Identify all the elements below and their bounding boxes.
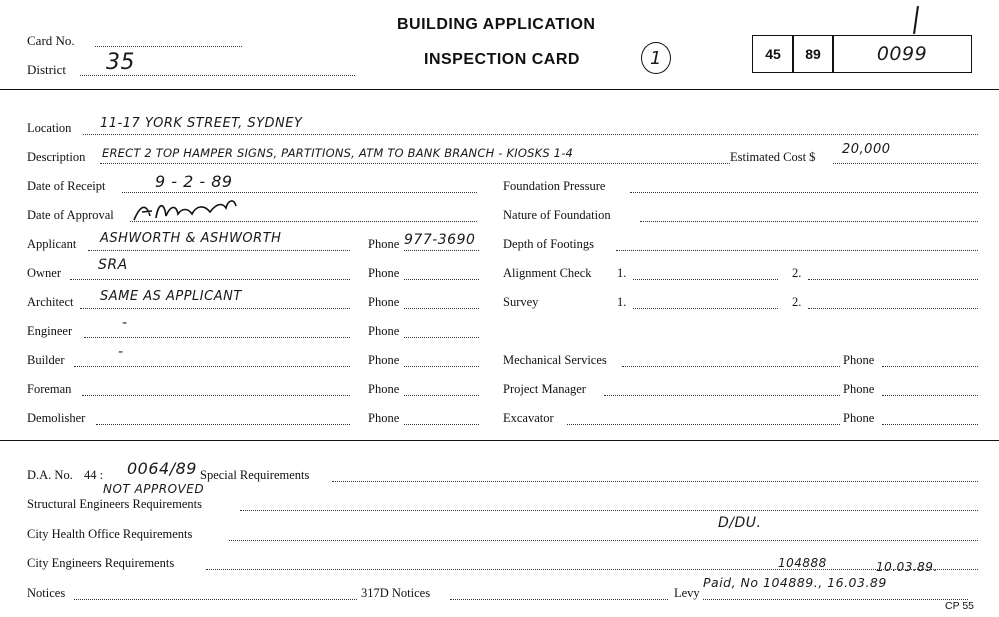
engineer-label: Engineer: [27, 324, 73, 338]
excavator-label: Excavator: [503, 411, 554, 425]
approval-signature: [130, 196, 245, 226]
excavator-phone-label: Phone: [843, 411, 875, 425]
date-receipt-label: Date of Receipt: [27, 179, 106, 193]
depth-footings-label: Depth of Footings: [503, 237, 594, 251]
da-no-label: D.A. No.: [27, 468, 73, 482]
notices-317d-line: [450, 599, 668, 600]
city-engineers-line: [206, 569, 978, 570]
alignment-check-label: Alignment Check: [503, 266, 592, 280]
city-health-label: City Health Office Requirements: [27, 527, 193, 541]
project-manager-line: [604, 395, 840, 396]
owner-line: [70, 279, 350, 280]
box-3-text: 0099: [876, 43, 928, 65]
tick-mark: [913, 6, 918, 34]
foreman-label: Foreman: [27, 382, 72, 396]
foreman-phone-line: [404, 395, 479, 396]
excavator-line: [567, 424, 840, 425]
nature-foundation-label: Nature of Foundation: [503, 208, 611, 222]
card-no-line: [95, 46, 242, 47]
notices-line: [74, 599, 357, 600]
date-approval-label: Date of Approval: [27, 208, 114, 222]
owner-phone-line: [404, 279, 479, 280]
applicant-phone-value: 977-3690: [404, 232, 476, 248]
notices-317d-label: 317D Notices: [361, 586, 431, 600]
architect-value: SAME AS APPLICANT: [100, 289, 242, 304]
alignment-check-1-line: [633, 279, 778, 280]
box-2-text: 89: [805, 46, 821, 62]
project-manager-phone-label: Phone: [843, 382, 875, 396]
architect-line: [80, 308, 350, 309]
levy-top-date: 10.03.89.: [876, 560, 938, 574]
builder-label: Builder: [27, 353, 65, 367]
engineer-phone-line: [404, 337, 479, 338]
alignment-check-1-label: 1.: [617, 266, 627, 280]
city-health-line: [229, 540, 978, 541]
applicant-value: ASHWORTH & ASHWORTH: [100, 231, 282, 246]
engineer-value: -: [122, 315, 128, 331]
owner-phone-label: Phone: [368, 266, 400, 280]
city-health-value: D/DU.: [718, 515, 762, 531]
demolisher-label: Demolisher: [27, 411, 86, 425]
district-value: 35: [106, 50, 135, 75]
engineer-phone-label: Phone: [368, 324, 400, 338]
not-approved-note: NOT APPROVED: [103, 482, 205, 496]
mechanical-phone-label: Phone: [843, 353, 875, 367]
estimated-cost-label: Estimated Cost $: [730, 150, 816, 164]
location-label: Location: [27, 121, 72, 135]
district-line: [80, 75, 355, 76]
special-requirements-line: [332, 481, 978, 482]
survey-label: Survey: [503, 295, 539, 309]
owner-label: Owner: [27, 266, 62, 280]
circled-number-text: 1: [650, 47, 662, 69]
project-manager-label: Project Manager: [503, 382, 586, 396]
special-requirements-label: Special Requirements: [200, 468, 310, 482]
engineer-line: [84, 337, 350, 338]
demolisher-line: [96, 424, 350, 425]
date-receipt-line: [122, 192, 477, 193]
card-number-box-1: [752, 35, 794, 73]
nature-foundation-line: [640, 221, 978, 222]
form-title-line2: INSPECTION CARD: [424, 51, 580, 68]
project-manager-phone-line: [882, 395, 978, 396]
description-line: [100, 163, 730, 164]
lower-divider: [0, 440, 999, 441]
survey-1-line: [633, 308, 778, 309]
date-receipt-value: 9 - 2 - 89: [155, 172, 233, 191]
applicant-label: Applicant: [27, 237, 77, 251]
box-1-text: 45: [765, 46, 781, 62]
applicant-phone-line: [404, 250, 479, 251]
mechanical-services-line: [622, 366, 840, 367]
survey-2-label: 2.: [792, 295, 802, 309]
architect-phone-line: [404, 308, 479, 309]
circled-number: [641, 42, 671, 74]
estimated-cost-line: [833, 163, 978, 164]
owner-value: SRA: [98, 257, 128, 273]
location-line: [83, 134, 978, 135]
estimated-cost-value: 20,000: [842, 142, 891, 157]
mechanical-services-label: Mechanical Services: [503, 353, 607, 367]
structural-engineers-line: [240, 510, 978, 511]
header-divider: [0, 89, 999, 90]
form-title-line1: BUILDING APPLICATION: [397, 16, 596, 33]
form-code: CP 55: [945, 600, 974, 612]
levy-value: Paid, No 104889., 16.03.89: [703, 575, 887, 590]
notices-label: Notices: [27, 586, 66, 600]
da-prefix: 44 :: [84, 468, 104, 482]
foreman-phone-label: Phone: [368, 382, 400, 396]
card-no-label: Card No.: [27, 33, 75, 48]
levy-top-receipt: 104888: [778, 556, 827, 570]
builder-phone-line: [404, 366, 479, 367]
survey-1-label: 1.: [617, 295, 627, 309]
alignment-check-2-line: [808, 279, 978, 280]
levy-label: Levy: [674, 586, 700, 600]
description-label: Description: [27, 150, 86, 164]
alignment-check-2-label: 2.: [792, 266, 802, 280]
levy-line: [703, 599, 968, 600]
district-label: District: [27, 62, 66, 77]
foreman-line: [82, 395, 350, 396]
architect-label: Architect: [27, 295, 74, 309]
survey-2-line: [808, 308, 978, 309]
builder-value: -: [118, 344, 124, 360]
structural-engineers-label: Structural Engineers Requirements: [27, 497, 202, 511]
applicant-phone-label: Phone: [368, 237, 400, 251]
architect-phone-label: Phone: [368, 295, 400, 309]
card-number-box-2: [792, 35, 834, 73]
da-number-value: 0064/89: [127, 459, 197, 478]
demolisher-phone-line: [404, 424, 479, 425]
applicant-line: [88, 250, 350, 251]
depth-footings-line: [616, 250, 978, 251]
city-engineers-label: City Engineers Requirements: [27, 556, 175, 570]
location-value: 11-17 YORK STREET, SYDNEY: [100, 116, 303, 131]
foundation-pressure-line: [630, 192, 978, 193]
card-number-box-3: [832, 35, 972, 73]
foundation-pressure-label: Foundation Pressure: [503, 179, 606, 193]
demolisher-phone-label: Phone: [368, 411, 400, 425]
builder-line: [74, 366, 350, 367]
builder-phone-label: Phone: [368, 353, 400, 367]
excavator-phone-line: [882, 424, 978, 425]
description-value: ERECT 2 TOP HAMPER SIGNS, PARTITIONS, ATM TO BANK BRANCH - KIOSKS 1-4: [102, 146, 574, 160]
mechanical-phone-line: [882, 366, 978, 367]
